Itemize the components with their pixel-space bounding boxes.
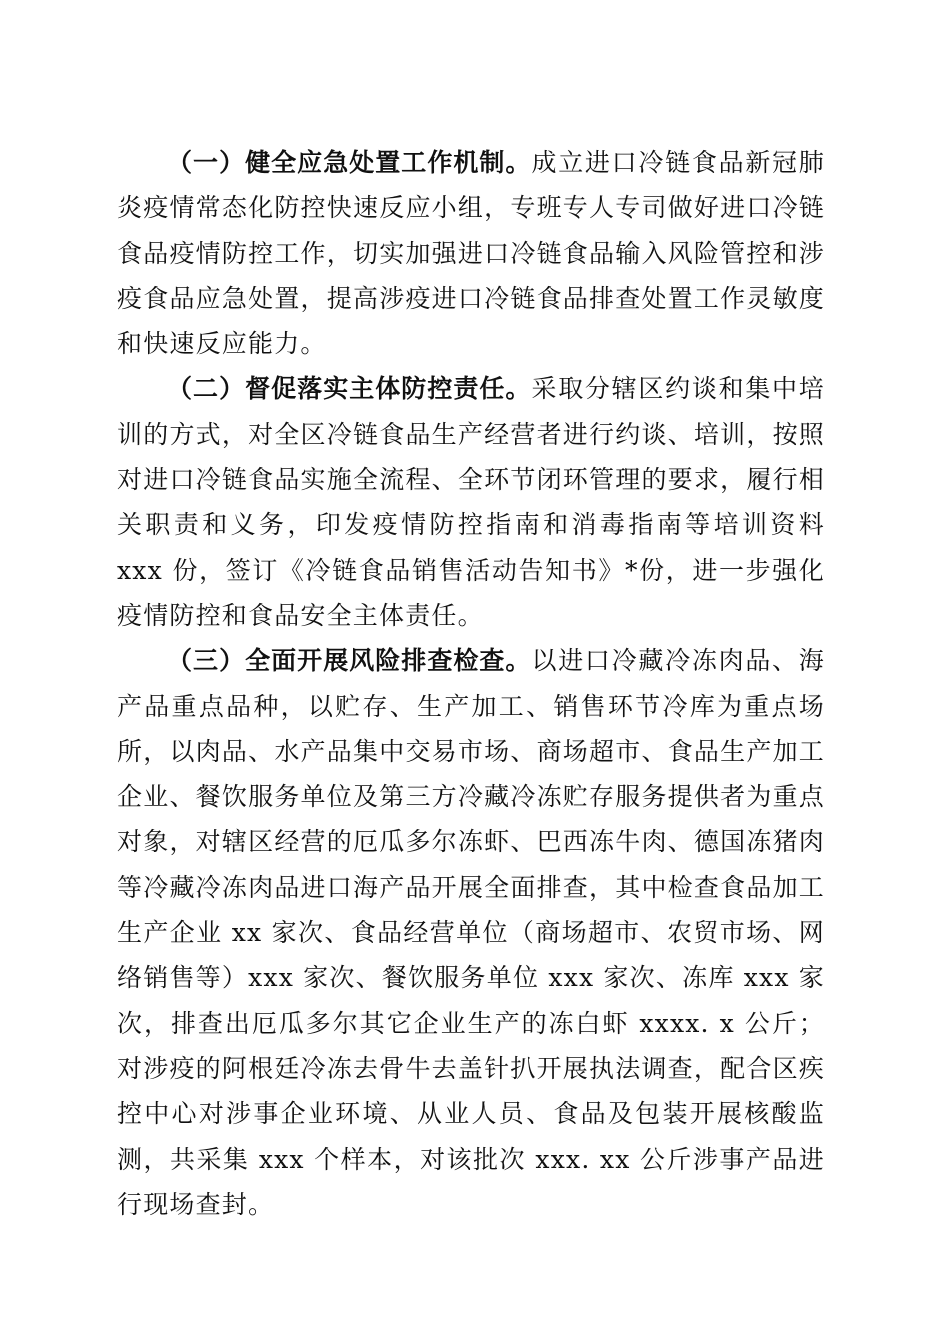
paragraph-1 xyxy=(117,140,825,366)
paragraph-1-body: 成立进口冷链食品新冠肺炎疫情常态化防控快速反应小组，专班专人专司做好进口冷链食品疫情防控工作，切实加强进口冷链食品输入风险管控和涉疫食品应急处置，提高涉疫进口冷链食品排查处置工作灵敏度和快速反应能力。 xyxy=(117,148,825,359)
document-body xyxy=(117,140,825,1227)
paragraph-3 xyxy=(117,638,825,1227)
paragraph-2 xyxy=(117,366,825,638)
paragraph-3-body: 以进口冷藏冷冻肉品、海产品重点品种，以贮存、生产加工、销售环节冷库为重点场所，以肉品、水产品集中交易市场、商场超市、食品生产加工企业、餐饮服务单位及第三方冷藏冷冻贮存服务提供者为重点对象，对辖区经营的厄瓜多尔冻虾、巴西冻牛肉、德国冻猪肉等冷藏冷冻肉品进口海产品开展全面排查，其中检查食品加工生产企业 xx 家次、食品经营单位（商场超市、农贸市场、网络销售等）xxx 家次、餐饮服务单位 xxx 家次、冻库 xxx 家次，排查出厄瓜多尔其它企业生产的冻白虾 xxxx. x 公斤；对涉疫的阿根廷冷冻去骨牛去盖针扒开展执法调查，配合区疾控中心对涉事企业环境、从业人员、食品及包装开展核酸监测，共采集 xxx 个样本，对该批次 xxx. xx 公斤涉事产品进行现场查封。 xyxy=(117,646,825,1219)
paragraph-2-heading: （二）督促落实主体防控责任。 xyxy=(167,374,532,404)
paragraph-1-heading: （一）健全应急处置工作机制。 xyxy=(167,148,532,177)
paragraph-2-body: 采取分辖区约谈和集中培训的方式，对全区冷链食品生产经营者进行约谈、培训，按照对进口冷链食品实施全流程、全环节闭环管理的要求，履行相关职责和义务，印发疫情防控指南和消毒指南等培训资料 xxx 份，签订《冷链食品销售活动告知书》*份，进一步强化疫情防控和食品安全主体责任。 xyxy=(117,374,825,630)
paragraph-3-heading: （三）全面开展风险排查检查。 xyxy=(167,646,532,676)
